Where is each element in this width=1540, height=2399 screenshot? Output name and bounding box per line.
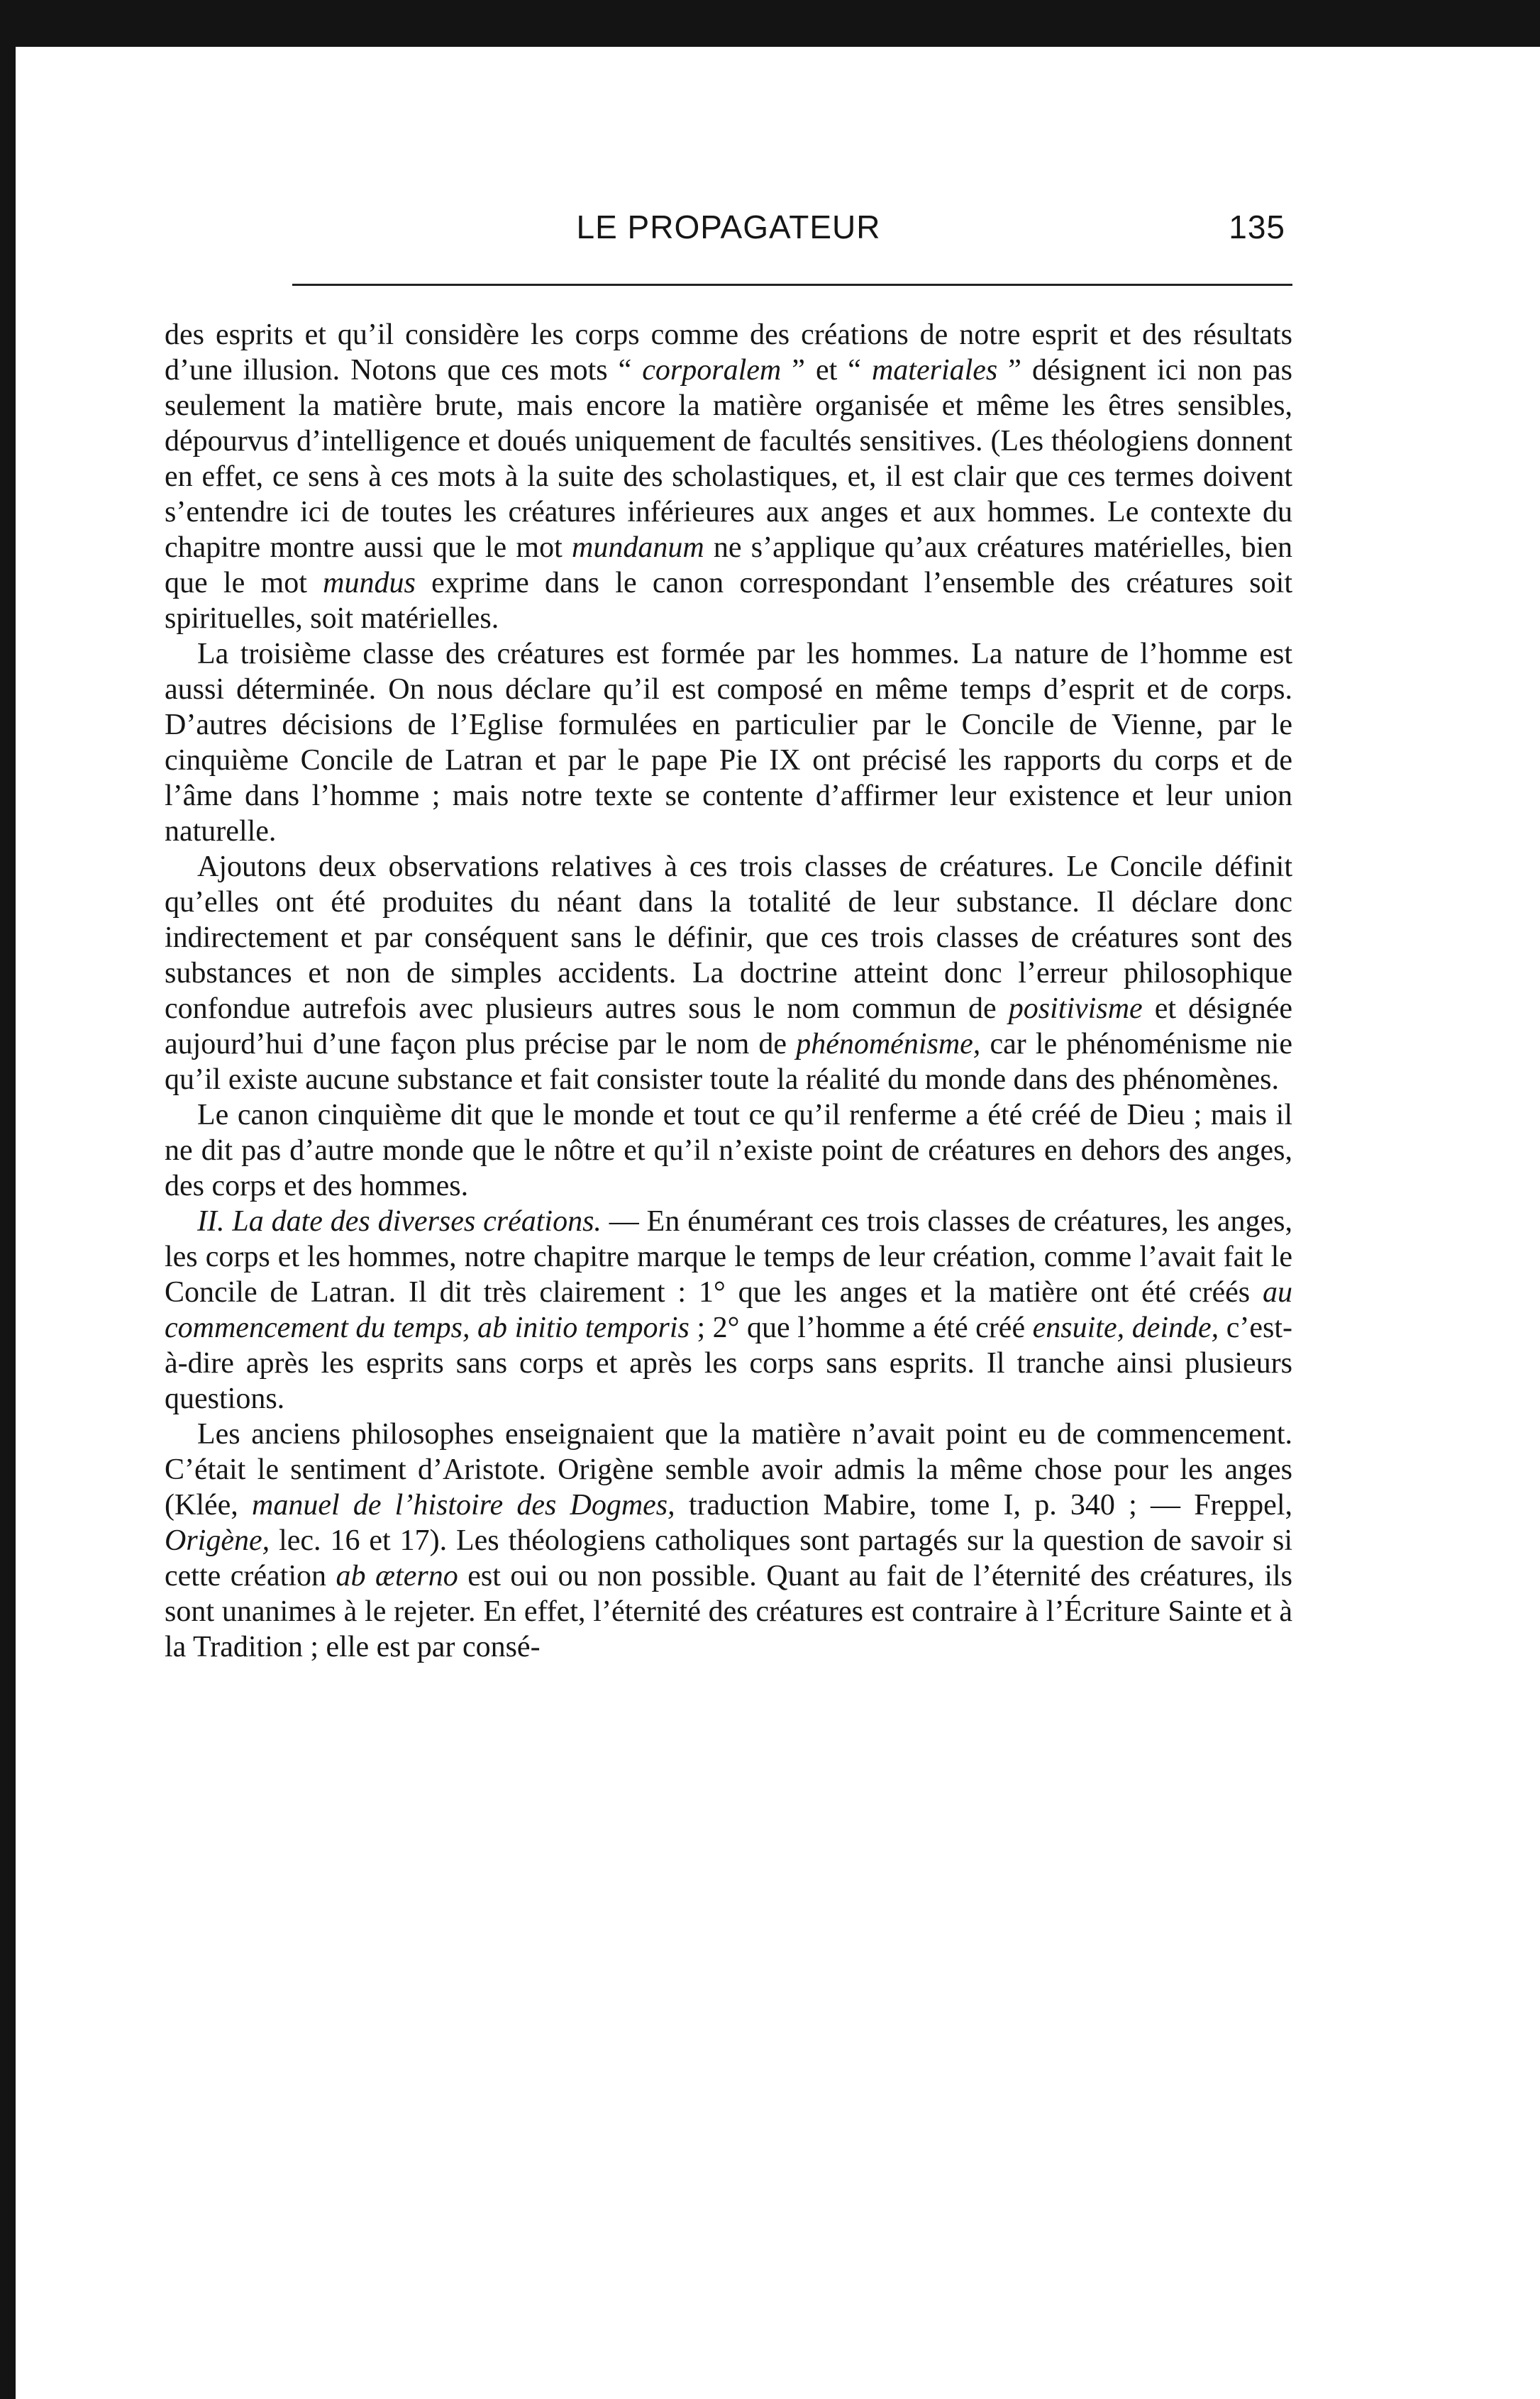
text-run: Le canon cinquième dit que le monde et tout ce qu’il renferme a été créé de Dieu ; mais il ne dit pas d’autre monde que le nôtre et qu’il n’existe point de créatures en dehors des anges, des corps et des hommes. [165, 1099, 1292, 1202]
italic-text: ab æterno [336, 1560, 458, 1592]
scan-border-left [0, 0, 16, 2399]
text-run: car le phénoménisme nie qu’il existe aucune substance et fait consister toute la réalité du monde dans des phénomènes. [165, 1028, 1292, 1096]
page-header [165, 206, 1292, 248]
text-run: Ajoutons deux observations relatives à ces trois classes de créatures. Le Concile définit qu’elles ont été produites du néant dans la totalité de leur substance. Il déclare donc indirectement et par conséquent sans le définir, que ces trois classes de créatures sont des substances et non de simples accidents. La doctrine atteint donc l’erreur philosophique confondue autrefois avec plusieurs autres sous le nom commun de [165, 851, 1292, 1025]
paragraph [165, 317, 1292, 636]
text-run: — En énumérant ces trois classes de créatures, les anges, les corps et les hommes, notre chapitre marque le temps de leur création, comme l’avait fait le Concile de Latran. Il dit très clairement : 1° que les anges et la matière ont été créés [165, 1205, 1292, 1309]
document-page [165, 206, 1292, 1665]
italic-text: positivisme [1008, 992, 1143, 1025]
text-run: et désignée aujourd’hui d’une façon plus précise par le nom de [165, 992, 1292, 1060]
body-text [165, 317, 1292, 1665]
italic-text: mundus [323, 567, 416, 599]
italic-text: au commencement du temps, ab initio temporis [165, 1276, 1292, 1344]
scan-border-top [0, 0, 1540, 47]
text-run: c’est-à-dire après les esprits sans corps et après les corps sans esprits. Il tranche ainsi plusieurs questions. [165, 1312, 1292, 1415]
paragraph [165, 1417, 1292, 1665]
page-number: 135 [1229, 209, 1285, 245]
italic-text: corporalem [642, 354, 782, 387]
paragraph [165, 1204, 1292, 1417]
header-rule [292, 284, 1292, 286]
paragraph [165, 849, 1292, 1097]
text-run: ; 2° que l’homme a été créé [689, 1312, 1033, 1344]
running-head: LE PROPAGATEUR [576, 209, 881, 245]
text-run: lec. 16 et 17). Les théologiens catholiques sont partagés sur la question de savoir si cette création [165, 1524, 1292, 1592]
text-run: ” et “ [781, 354, 872, 387]
text-run: traduction Mabire, tome I, p. 340 ; — Freppel, [675, 1489, 1292, 1522]
italic-text: manuel de l’histoire des Dogmes, [251, 1489, 675, 1522]
text-run: des esprits et qu’il considère les corps comme des créations de notre esprit et des résultats d’une illusion. Notons que ces mots “ [165, 318, 1292, 387]
text-run: ne s’applique qu’aux créatures matérielles, bien que le mot [165, 531, 1292, 599]
italic-text: mundanum [572, 531, 704, 564]
italic-text: II. La date des diverses créations. [197, 1205, 602, 1238]
text-run: La troisième classe des créatures est formée par les hommes. La nature de l’homme est aussi déterminée. On nous déclare qu’il est composé en même temps d’esprit et de corps. D’autres décisions de l’Eglise formulées en particulier par le Concile de Vienne, par le cinquième Concile de Latran et par le pape Pie IX ont précisé les rapports du corps et de l’âme dans l’homme ; mais notre texte se contente d’affirmer leur existence et leur union naturelle. [165, 638, 1292, 848]
text-run: exprime dans le canon correspondant l’ensemble des créatures soit spirituelles, soit matérielles. [165, 567, 1292, 635]
text-run: Les anciens philosophes enseignaient que la matière n’avait point eu de commencement. C’était le sentiment d’Aristote. Origène semble avoir admis la même chose pour les anges (Klée, [165, 1418, 1292, 1522]
italic-text: Origène, [165, 1524, 270, 1557]
paragraph [165, 1097, 1292, 1204]
paragraph [165, 636, 1292, 849]
italic-text: phénoménisme, [796, 1028, 981, 1060]
text-run: ” désignent ici non pas seulement la matière brute, mais encore la matière organisée et même les êtres sensibles, dépourvus d’intelligence et doués uniquement de facultés sensitives. (Les théologiens donnent en effet, ce sens à ces mots à la suite des scholastiques, et, il est clair que ces termes doivent s’entendre ici de toutes les créatures inférieures aux anges et aux hommes. Le contexte du chapitre montre aussi que le mot [165, 354, 1292, 564]
italic-text: ensuite, deinde, [1032, 1312, 1219, 1344]
italic-text: materiales [871, 354, 998, 387]
text-run: est oui ou non possible. Quant au fait de l’éternité des créatures, ils sont unanimes à le rejeter. En effet, l’éternité des créatures est contraire à l’Écriture Sainte et à la Tradition ; elle est par consé- [165, 1560, 1292, 1663]
